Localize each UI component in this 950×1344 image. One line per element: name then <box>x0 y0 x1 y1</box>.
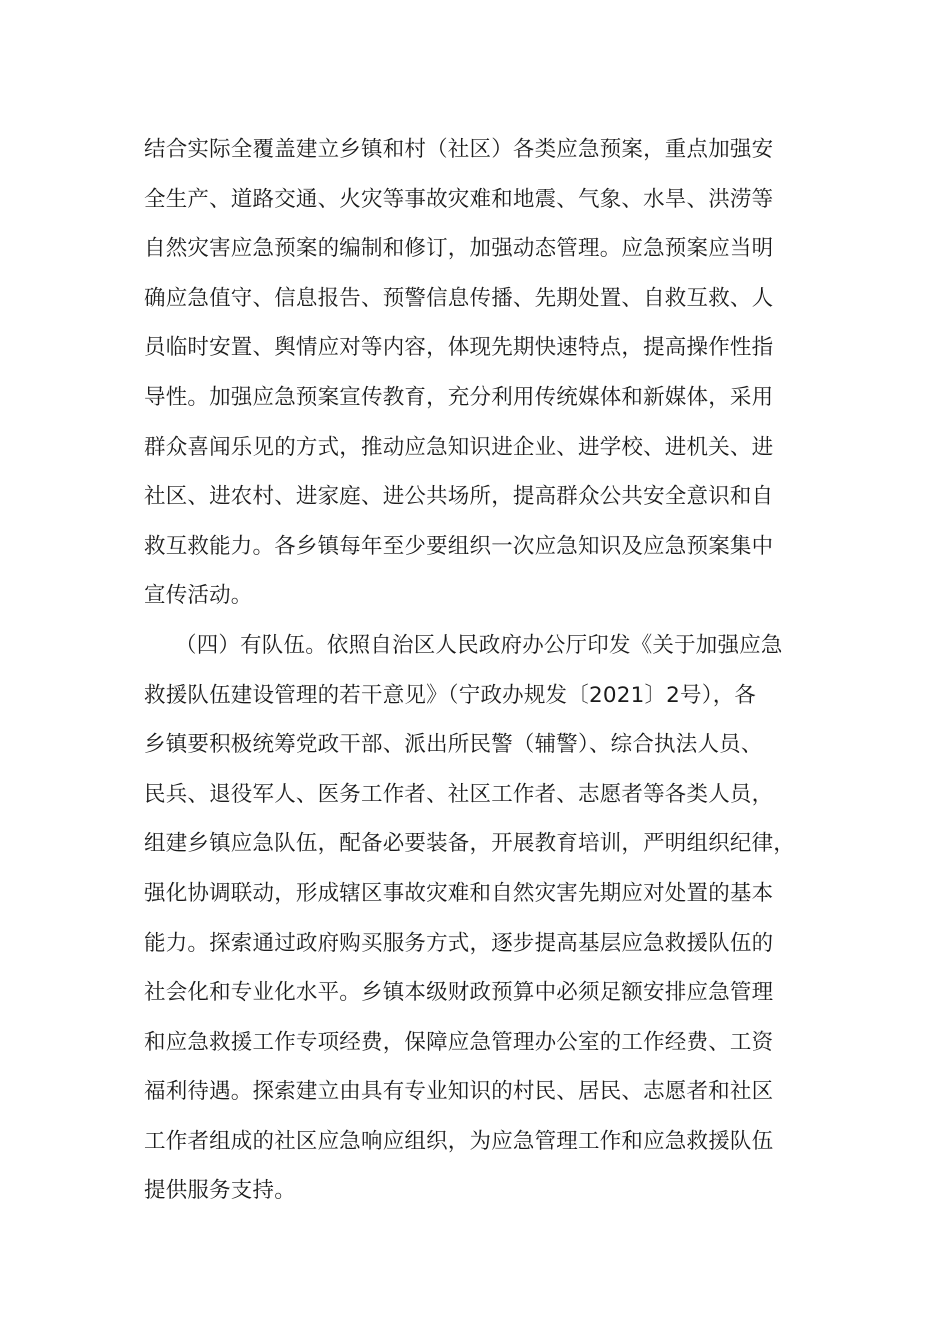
text-line: 结合实际全覆盖建立乡镇和村（社区）各类应急预案，重点加强安 <box>144 137 774 162</box>
section-heading-line: （四）有队伍。依照自治区人民政府办公厅印发《关于加强应急 <box>175 632 783 658</box>
text-line: 和应急救援工作专项经费，保障应急管理办公室的工作经费、工资 <box>144 1029 774 1055</box>
text-line: 强化协调联动，形成辖区事故灾难和自然灾害先期应对处置的基本 <box>144 880 774 906</box>
text-line: 员临时安置、舆情应对等内容，体现先期快速特点，提高操作性指 <box>144 335 774 361</box>
body-text <box>144 125 824 1216</box>
text-line: 福利待遇。探索建立由具有专业知识的村民、居民、志愿者和社区 <box>144 1079 774 1105</box>
text-line: 组建乡镇应急队伍，配备必要装备，开展教育培训，严明组织纪律， <box>144 831 796 857</box>
text-line: 导性。加强应急预案宣传教育，充分利用传统媒体和新媒体，采用 <box>144 384 774 410</box>
text-line: 社区、进农村、进家庭、进公共场所，提高群众公共安全意识和自 <box>144 484 774 510</box>
text-line: 救援队伍建设管理的若干意见》（宁政办规发〔2021〕2号），各 <box>144 682 757 708</box>
text-line: 提供服务支持。 <box>144 1178 296 1204</box>
text-line: 宣传活动。 <box>144 583 253 609</box>
text-line: 乡镇要积极统筹党政干部、派出所民警（辅警）、综合执法人员、 <box>144 732 763 758</box>
text-line: 救互救能力。各乡镇每年至少要组织一次应急知识及应急预案集中 <box>144 533 774 559</box>
text-line: 自然灾害应急预案的编制和修订，加强动态管理。应急预案应当明 <box>144 236 774 262</box>
text-line: 全生产、道路交通、火灾等事故灾难和地震、气象、水旱、洪涝等 <box>144 186 774 212</box>
text-line: 工作者组成的社区应急响应组织，为应急管理工作和应急救援队伍 <box>144 1128 774 1154</box>
text-line: 能力。探索通过政府购买服务方式，逐步提高基层应急救援队伍的 <box>144 930 774 956</box>
text-line: 确应急值守、信息报告、预警信息传播、先期处置、自救互救、人 <box>144 285 774 311</box>
text-line: 社会化和专业化水平。乡镇本级财政预算中必须足额安排应急管理 <box>144 980 774 1006</box>
text-line: 民兵、退役军人、医务工作者、社区工作者、志愿者等各类人员， <box>144 781 774 807</box>
text-line: 群众喜闻乐见的方式，推动应急知识进企业、进学校、进机关、进 <box>144 434 774 460</box>
